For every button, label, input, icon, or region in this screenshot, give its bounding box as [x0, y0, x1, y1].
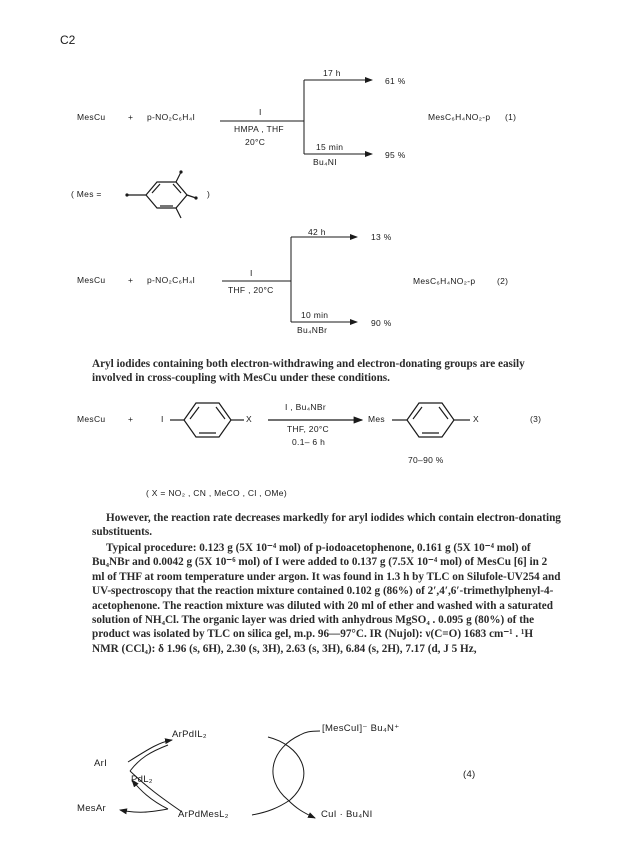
eq2-catalyst: I [250, 268, 253, 278]
cycle-ari: ArI [94, 758, 108, 769]
paragraph-typical-procedure-text: Typical procedure: 0.123 g (5X 10⁻⁴ mol) of p-iodoacetophenone, 0.161 g (5X 10⁻⁴ mol) of Bu₄NBr and 0.0042 g (5X 10⁻⁶ mol) of I were added to 0.137 g (7.5X 10⁻⁴ mol) of MesCu [6] in 2 ml of THF at room temperature under argon. It was found in 1.3 h by TLC on Silufole-UV254 and UV-spectroscopy that the reaction mixture contained 0.102 g (86%) of 2′,4′,6′-trimethylphenyl-4-acetophenone. The reaction mixture was diluted with 20 ml of ether and washed with a saturated solution of NH₄Cl. The organic layer was dried with anhydrous MgSO₄ . 0.095 g (80%) of the product was isolated by TLC on silica gel, m.p. 96—97°C. IR (Nujol): ν(C=O) 1683 cm⁻¹ . ¹H NMR (CCl₄): δ 1.96 (s, 6H), 2.30 (s, 3H), 2.63 (s, 3H), 6.84 (s, 2H), 7.17 (d, J 5 Hz, [92, 542, 561, 655]
eq3-plus: + [128, 414, 134, 424]
eq3-x-left: X [246, 414, 252, 424]
eq1-arrows [220, 80, 372, 154]
eq1-temperature: 20°C [245, 137, 266, 147]
eq3-yield: 70–90 % [408, 455, 444, 465]
eq1-reactant-iodide: p-NO₂C₆H₄I [147, 112, 196, 122]
eq1-lower-time: 15 min [316, 142, 344, 152]
eq1-catalyst: I [259, 107, 262, 117]
eq1-upper-yield: 61 % [385, 76, 406, 86]
paragraph-aryl-iodides [92, 357, 562, 386]
eq1-lower-yield: 95 % [385, 150, 406, 160]
cycle-arpdmesl2: ArPdMesL₂ [178, 809, 229, 820]
eq3-catalyst: I , Bu₄NBr [285, 402, 326, 412]
eq3-substituents: ( X = NO₂ , CN , MeCO , Cl , OMe) [146, 488, 287, 498]
cycle-pdl2: PdL₂ [131, 774, 153, 785]
eq2-arrows [222, 237, 357, 322]
mes-definition-suffix: ) [207, 189, 211, 199]
cycle-number: (4) [463, 769, 476, 780]
paragraph-reaction-rate [92, 511, 562, 540]
eq1-upper-time: 17 h [323, 68, 341, 78]
eq2-reactant-iodide: p-NO₂C₆H₄I [147, 275, 196, 285]
cycle-arpdil2: ArPdIL₂ [172, 729, 207, 740]
cycle-mescui-salt: [MesCuI]⁻ Bu₄N⁺ [322, 723, 400, 734]
eq1-solvent: HMPA , THF [234, 124, 284, 134]
eq2-additive: Bu₄NBr [297, 325, 328, 335]
eq3-x-right: X [473, 414, 479, 424]
paragraph-typical-procedure [92, 541, 562, 656]
eq2-product: MesC₆H₄NO₂-p [413, 276, 476, 286]
eq1-plus: + [128, 112, 134, 122]
eq3-number: (3) [530, 414, 542, 424]
eq2-lower-yield: 90 % [371, 318, 392, 328]
paragraph-reaction-rate-text: However, the reaction rate decreases markedly for aryl iodides which contain electron-donating substituents. [92, 512, 561, 539]
eq1-number: (1) [505, 112, 517, 122]
eq2-reactant-mescu: MesCu [77, 275, 106, 285]
eq3-iodo: I [161, 414, 164, 424]
eq2-upper-yield: 13 % [371, 232, 392, 242]
eq1-reactant-mescu: MesCu [77, 112, 106, 122]
eq2-conditions: THF , 20°C [228, 285, 274, 295]
page-label: C2 [60, 33, 76, 47]
mes-definition-prefix: ( Mes = [71, 189, 102, 199]
mesityl-structure [128, 172, 196, 218]
eq1-product: MesC₆H₄NO₂-p [428, 112, 491, 122]
eq2-upper-time: 42 h [308, 227, 326, 237]
eq3-product-mes: Mes [368, 414, 385, 424]
cycle-mesar: MesAr [77, 803, 106, 814]
cycle-cui: CuI · Bu₄NI [321, 809, 373, 820]
eq1-additive: Bu₄NI [313, 157, 337, 167]
eq3-reactant-mescu: MesCu [77, 414, 106, 424]
eq3-time: 0.1– 6 h [292, 437, 326, 447]
eq2-number: (2) [497, 276, 509, 286]
paragraph-aryl-iodides-text: Aryl iodides containing both electron-withdrawing and electron-donating groups are easily involved in cross-coupling with MesCu under these conditions. [92, 358, 525, 385]
eq3-solvent: THF, 20°C [287, 424, 329, 434]
eq2-lower-time: 10 min [301, 310, 329, 320]
eq2-plus: + [128, 275, 134, 285]
